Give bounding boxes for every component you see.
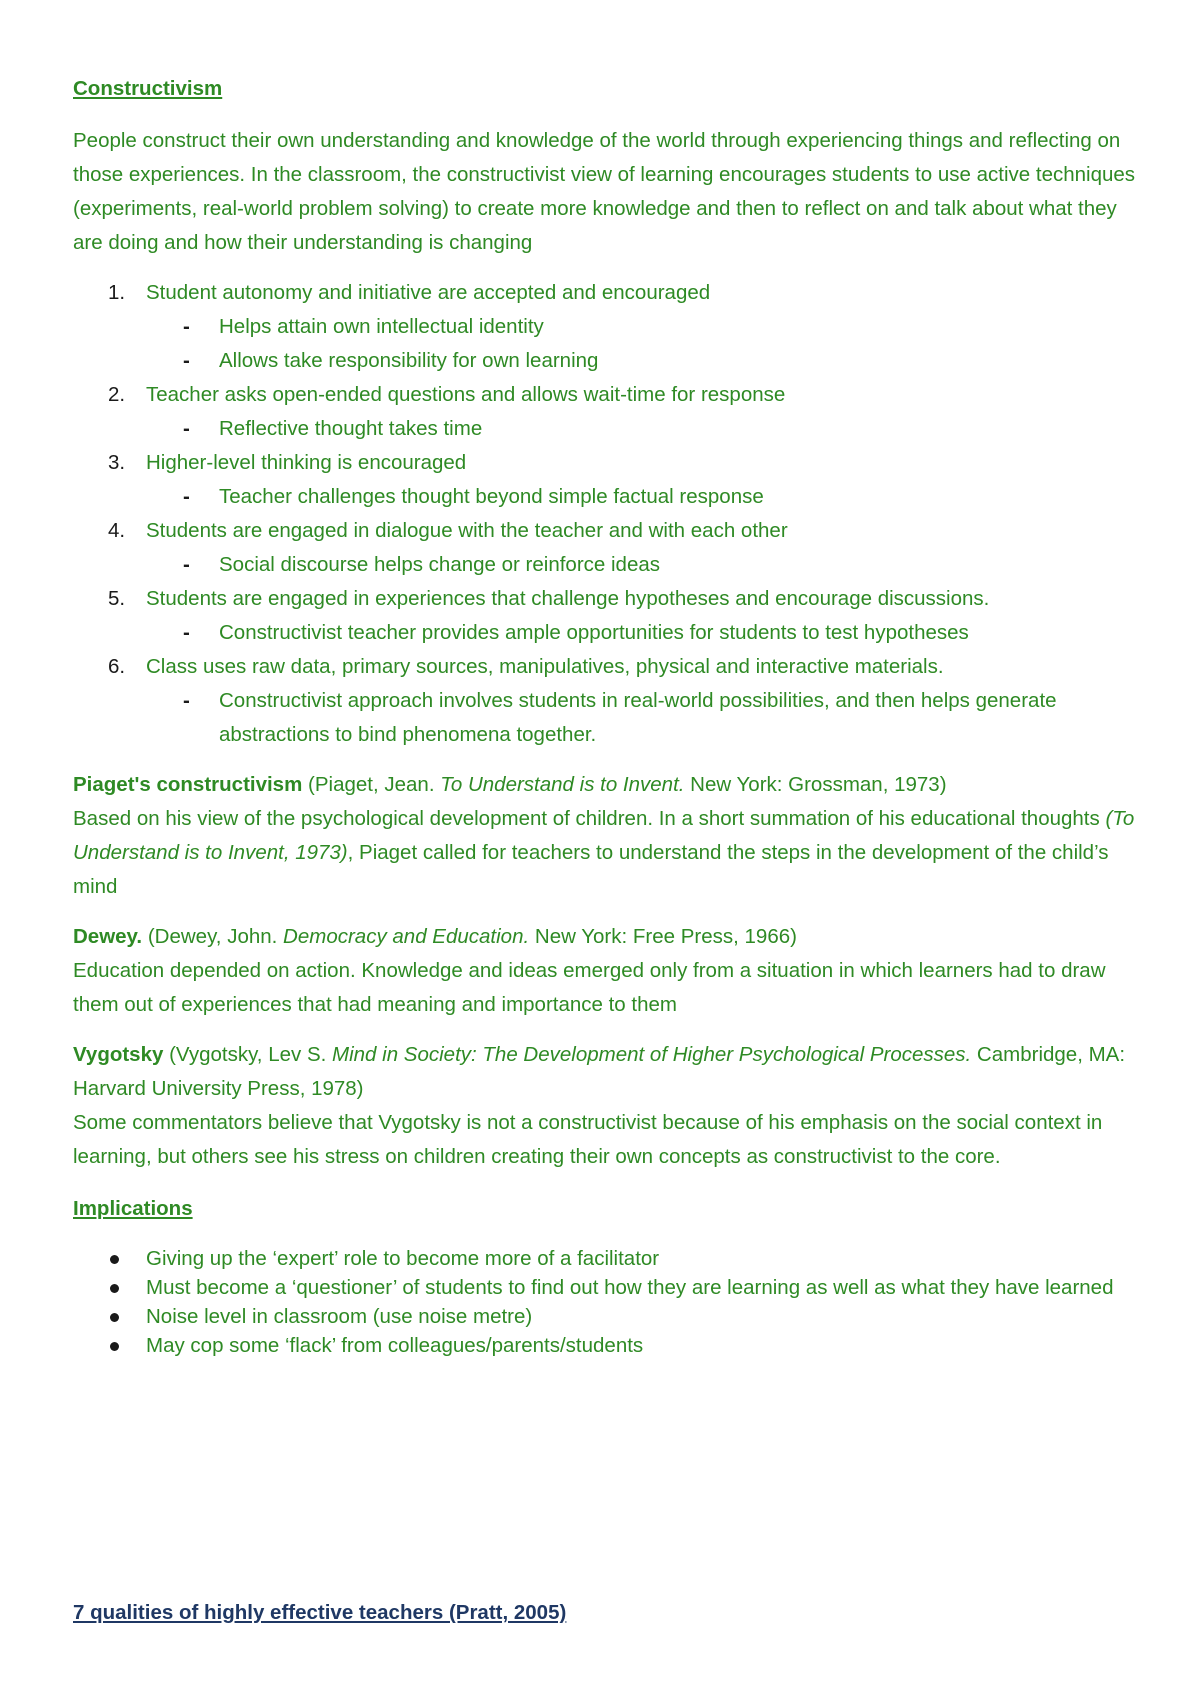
list-item-text: Student autonomy and initiative are accepted and encouraged bbox=[146, 281, 711, 304]
sub-list-item-text: Constructivist approach involves students in real-world possibilities, and then helps generate abstractions to bind phenomena together. bbox=[219, 689, 1057, 746]
list-number: 2. bbox=[108, 383, 126, 406]
list-item bbox=[73, 582, 1143, 650]
sub-list-item-text: Constructivist teacher provides ample opportunities for students to test hypotheses bbox=[219, 621, 969, 644]
sub-list-item bbox=[146, 412, 1143, 446]
intro-paragraph: People construct their own understanding and knowledge of the world through experiencing things and reflecting on those experiences. In the classroom, the constructivist view of learning encourages students to use active techniques (experiments, real-world problem solving) to create more knowledge and then to reflect on and talk about what they are doing and how their understanding is changing bbox=[73, 129, 1136, 254]
sub-list-item bbox=[146, 310, 1143, 344]
dash-marker: - bbox=[183, 417, 190, 440]
list-number: 1. bbox=[108, 281, 126, 304]
bullet-icon bbox=[110, 1284, 119, 1293]
dash-marker: - bbox=[183, 689, 190, 712]
bullet-icon bbox=[110, 1342, 119, 1351]
bullet-item bbox=[73, 1244, 1143, 1273]
qualities-heading: 7 qualities of highly effective teachers (Pratt, 2005) bbox=[73, 1601, 567, 1624]
implications-heading: Implications bbox=[73, 1197, 193, 1220]
piaget-ref-suffix: New York: Grossman, 1973) bbox=[684, 773, 947, 796]
bullet-text: Giving up the ‘expert’ role to become more of a facilitator bbox=[146, 1247, 660, 1270]
list-item bbox=[73, 650, 1143, 752]
section-title-constructivism: Constructivism bbox=[73, 77, 223, 100]
list-item-text: Students are engaged in dialogue with the teacher and with each other bbox=[146, 519, 788, 542]
vygotsky-ref-title: Mind in Society: The Development of Higher Psychological Processes. bbox=[332, 1043, 972, 1066]
piaget-body-italic: (To Understand is to Invent, 1973) bbox=[73, 807, 1135, 864]
list-number: 6. bbox=[108, 655, 126, 678]
bullet-item bbox=[73, 1273, 1143, 1302]
dash-marker: - bbox=[183, 315, 190, 338]
bullet-icon bbox=[110, 1255, 119, 1264]
vygotsky-ref-prefix: (Vygotsky, Lev S. bbox=[163, 1043, 333, 1066]
dash-marker: - bbox=[183, 485, 190, 508]
bullet-item bbox=[73, 1331, 1143, 1360]
sub-list-item-text: Reflective thought takes time bbox=[219, 417, 483, 440]
sub-list-item-text: Helps attain own intellectual identity bbox=[219, 315, 544, 338]
list-item-text: Higher-level thinking is encouraged bbox=[146, 451, 467, 474]
list-number: 5. bbox=[108, 587, 126, 610]
sub-list-item-text: Social discourse helps change or reinforce ideas bbox=[219, 553, 661, 576]
piaget-ref-prefix: (Piaget, Jean. bbox=[302, 773, 441, 796]
principles-list bbox=[73, 276, 1143, 752]
list-item bbox=[73, 378, 1143, 446]
sub-list-item-text: Allows take responsibility for own learning bbox=[219, 349, 599, 372]
dewey-ref-prefix: (Dewey, John. bbox=[142, 925, 284, 948]
list-item bbox=[73, 446, 1143, 514]
list-number: 4. bbox=[108, 519, 126, 542]
dewey-section bbox=[73, 920, 1143, 1022]
sub-list bbox=[146, 310, 1143, 378]
list-item-text: Class uses raw data, primary sources, manipulatives, physical and interactive materials. bbox=[146, 655, 944, 678]
piaget-ref-title: To Understand is to Invent. bbox=[440, 773, 685, 796]
dewey-heading: Dewey. bbox=[73, 925, 143, 948]
bullet-text: May cop some ‘flack’ from colleagues/parents/students bbox=[146, 1334, 644, 1357]
piaget-heading: Piaget's constructivism bbox=[73, 773, 303, 796]
sub-list-item-text: Teacher challenges thought beyond simple factual response bbox=[219, 485, 764, 508]
document-content bbox=[73, 72, 1143, 1360]
sub-list bbox=[146, 548, 1143, 582]
sub-list-item bbox=[146, 548, 1143, 582]
piaget-section bbox=[73, 768, 1143, 904]
list-item bbox=[73, 276, 1143, 378]
sub-list bbox=[146, 684, 1143, 752]
vygotsky-ref-suffix: Cambridge, MA: Harvard University Press, 1978) bbox=[73, 1043, 1126, 1100]
bullet-icon bbox=[110, 1313, 119, 1322]
vygotsky-section bbox=[73, 1038, 1143, 1174]
dash-marker: - bbox=[183, 621, 190, 644]
list-item bbox=[73, 514, 1143, 582]
sub-list-item bbox=[146, 616, 1143, 650]
bullet-text: Must become a ‘questioner’ of students to find out how they are learning as well as what they have learned bbox=[146, 1276, 1114, 1299]
list-number: 3. bbox=[108, 451, 126, 474]
sub-list bbox=[146, 412, 1143, 446]
bullet-item bbox=[73, 1302, 1143, 1331]
piaget-body: Based on his view of the psychological development of children. In a short summation of his educational thoughts bbox=[73, 807, 1106, 830]
dash-marker: - bbox=[183, 349, 190, 372]
sub-list-item bbox=[146, 344, 1143, 378]
vygotsky-heading: Vygotsky bbox=[73, 1043, 164, 1066]
dash-marker: - bbox=[183, 553, 190, 576]
dewey-body: Education depended on action. Knowledge and ideas emerged only from a situation in which learners had to draw them out of experiences that had meaning and importance to them bbox=[73, 959, 1106, 1016]
vygotsky-body: Some commentators believe that Vygotsky is not a constructivist because of his emphasis on the social context in learning, but others see his stress on children creating their own concepts as constructivist to the core. bbox=[73, 1111, 1103, 1168]
bullet-text: Noise level in classroom (use noise metre) bbox=[146, 1305, 533, 1328]
dewey-ref-title: Democracy and Education. bbox=[283, 925, 530, 948]
piaget-body-end: , Piaget called for teachers to understand the steps in the development of the child’s mind bbox=[73, 841, 1109, 898]
list-item-text: Teacher asks open-ended questions and allows wait-time for response bbox=[146, 383, 786, 406]
sub-list bbox=[146, 480, 1143, 514]
sub-list-item bbox=[146, 684, 1143, 752]
sub-list bbox=[146, 616, 1143, 650]
dewey-ref-suffix: New York: Free Press, 1966) bbox=[529, 925, 797, 948]
list-item-text: Students are engaged in experiences that challenge hypotheses and encourage discussions. bbox=[146, 587, 990, 610]
implications-list bbox=[73, 1244, 1143, 1360]
sub-list-item bbox=[146, 480, 1143, 514]
